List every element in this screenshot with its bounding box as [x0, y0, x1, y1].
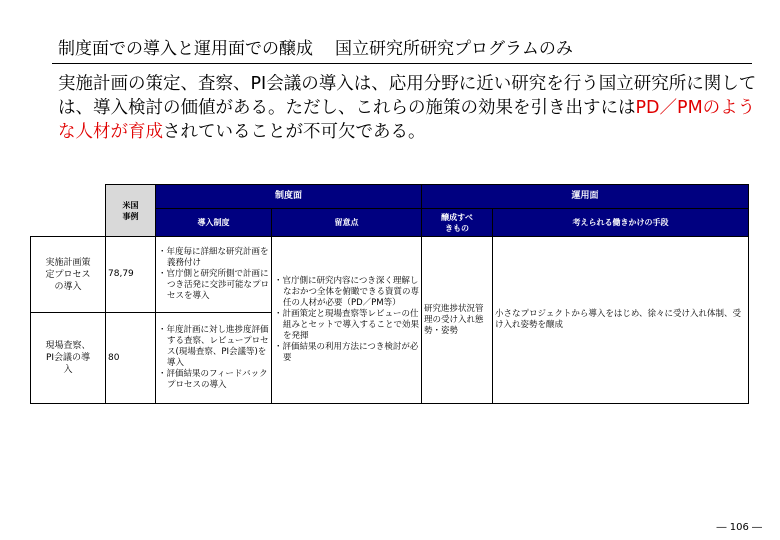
header-notes-col: 留意点 [272, 209, 422, 237]
lead-paragraph [58, 72, 758, 144]
row-label-plan: 実施計画策 定プロセス の導入 [31, 237, 106, 313]
slide-title-row [58, 38, 748, 64]
table-corner [31, 185, 106, 237]
list-item: ・ 評価結果の利用方法につき検討が必要 [274, 342, 419, 364]
header-operation-group: 運用面 [422, 185, 749, 209]
trigger-cell: 小さなプロジェクトから導入をはじめ、徐々に受け入れ体制、受け入れ姿勢を醸成 [493, 237, 749, 404]
row-label-review: 現場査察、 PI会議の導 入 [31, 313, 106, 404]
list-item: ・ 評価結果のフィードバックプロセスの導入 [158, 369, 269, 391]
list-item: ・ 官庁側と研究所側で計画につき活発に交渉可能なプロセスを導入 [158, 269, 269, 302]
case-number-review: 80 [106, 313, 156, 404]
page-number: ― 106 ― [716, 522, 762, 533]
lead-text-1: 実施計画の策定、査察、PI会議の導入は、応用分野に近い研究を行う国立研究所に関しては、導入検討の価値がある。ただし、これらの施策の効果を引き出すには [58, 74, 757, 118]
system-cell-review [156, 313, 272, 404]
lead-text-2: されていることが不可欠である。 [163, 122, 426, 142]
table-row [31, 237, 749, 313]
slide-subtitle: 国立研究所研究プログラムのみ [335, 39, 573, 59]
header-system-col: 導入制度 [156, 209, 272, 237]
list-item: ・ 計画策定と現場査察等レビューの仕組みとセットで導入することで効果を発揮 [274, 309, 419, 342]
title-underline [52, 63, 752, 64]
notes-cell [272, 237, 422, 404]
slide-title: 制度面での導入と運用面での醸成 [58, 39, 313, 59]
header-trigger-col: 考えられる働きかけの手段 [493, 209, 749, 237]
list-item: ・ 年度計画に対し進捗度評価する査察、レビュープロセス(現場査察、PI会議等)を導入 [158, 325, 269, 369]
list-item: ・ 官庁側に研究内容につき深く理解しなおかつ全体を俯瞰できる資質の専任の人材が必要（PD／PM等） [274, 276, 419, 309]
system-cell-plan [156, 237, 272, 313]
header-cultivate-col: 醸成すべ きもの [422, 209, 493, 237]
header-system-group: 制度面 [156, 185, 422, 209]
list-item: ・ 年度毎に詳細な研究計画を義務付け [158, 247, 269, 269]
comparison-table [30, 184, 749, 404]
cultivate-cell: 研究進捗状況管理の受け入れ態勢・姿勢 [422, 237, 493, 404]
header-us-case: 米国 事例 [106, 185, 156, 237]
lead-highlight: PD／PMのような人材が育成 [58, 98, 756, 142]
case-number-plan: 78,79 [106, 237, 156, 313]
